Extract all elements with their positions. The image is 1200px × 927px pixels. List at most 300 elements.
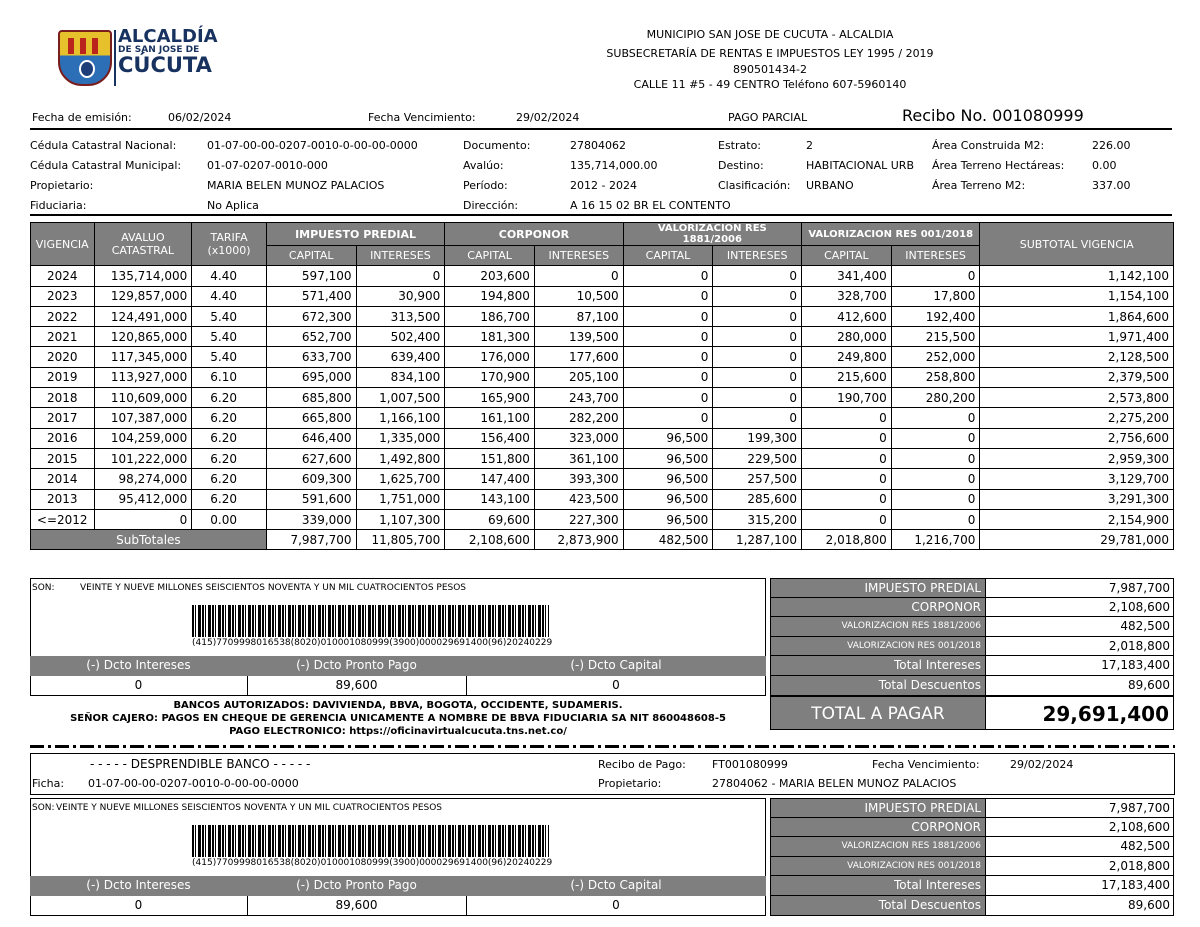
fecha-emision: 06/02/2024 (168, 111, 232, 124)
table-cell: 107,387,000 (94, 408, 192, 428)
logo-text (118, 28, 218, 76)
total-label: VALORIZACION RES 1881/2006 (770, 837, 986, 857)
total-value: 482,500 (986, 617, 1174, 637)
table-cell: 5.40 (192, 306, 267, 326)
header-rule (30, 128, 1172, 130)
destino: HABITACIONAL URB (806, 159, 914, 172)
barcode-2 (192, 825, 549, 857)
table-cell: 0 (891, 509, 980, 529)
table-cell: 633,700 (266, 347, 356, 367)
son-text-2: VEINTE Y NUEVE MILLONES SEISCIENTOS NOVENTA Y UN MIL CUATROCIENTOS PESOS (56, 803, 443, 813)
dcto-intereses-label-2: (-) Dcto Intereses (86, 878, 191, 892)
total-value: 7,987,700 (986, 578, 1174, 598)
vigencia-row (31, 408, 1174, 428)
prop-label: Propietario: (30, 179, 94, 192)
table-cell: 597,100 (266, 266, 356, 286)
vigencia-row (31, 367, 1174, 387)
dcto-pronto-pago-value-2: 89,600 (335, 898, 378, 912)
table-cell: 0 (891, 408, 980, 428)
total-value: 89,600 (986, 676, 1174, 696)
table-cell: 3,129,700 (980, 469, 1174, 489)
subtotal-cell: 2,108,600 (445, 530, 535, 550)
dir-label: Dirección: (463, 199, 519, 212)
info-values-col3 (806, 136, 914, 196)
table-cell: 227,300 (534, 509, 623, 529)
coat-of-arms-logo (58, 30, 112, 86)
table-cell: 0 (623, 306, 713, 326)
info-labels-col4 (932, 136, 1064, 196)
total-value: 482,500 (986, 837, 1174, 857)
table-cell: 139,500 (534, 327, 623, 347)
table-cell: 151,800 (445, 448, 535, 468)
dcto-capital-value: 0 (612, 678, 620, 692)
table-cell: 0 (713, 347, 802, 367)
table-cell: 0 (713, 408, 802, 428)
fecha-venc: 29/02/2024 (516, 111, 580, 124)
col-vigencia: VIGENCIA (31, 223, 95, 266)
desprendible-title: - - - - - DESPRENDIBLE BANCO - - - - - (90, 757, 311, 771)
col-intereses: INTERESES (534, 246, 623, 266)
total-row (770, 598, 1174, 618)
table-cell: 199,300 (713, 428, 802, 448)
subtotal-cell: 7,987,700 (266, 530, 356, 550)
ced-nac: 01-07-00-00-0207-0010-0-00-00-0000 (207, 139, 418, 152)
total-value: 2,108,600 (986, 598, 1174, 618)
fid-label: Fiduciaria: (30, 199, 87, 212)
table-cell: 0 (713, 367, 802, 387)
table-cell: 834,100 (356, 367, 445, 387)
table-cell: 147,400 (445, 469, 535, 489)
table-cell: 2,959,300 (980, 448, 1174, 468)
table-cell: 165,900 (445, 388, 535, 408)
table-cell: 0 (713, 266, 802, 286)
table-cell: 0 (356, 266, 445, 286)
col-impuesto-predial: IMPUESTO PREDIAL (266, 223, 444, 246)
table-cell: 215,600 (802, 367, 892, 387)
vigencia-row (31, 469, 1174, 489)
subtotal-cell: 2,873,900 (534, 530, 623, 550)
receipt-label: Recibo No. (902, 106, 988, 125)
table-cell: 6.20 (192, 388, 267, 408)
table-cell: 361,100 (534, 448, 623, 468)
table-cell: 252,000 (891, 347, 980, 367)
table-cell: 96,500 (623, 489, 713, 509)
total-row (770, 798, 1174, 818)
total-row (770, 578, 1174, 598)
ficha-label: Ficha: (32, 777, 65, 790)
table-cell: 280,200 (891, 388, 980, 408)
table-cell: 315,200 (713, 509, 802, 529)
total-row (770, 617, 1174, 637)
table-cell: 110,609,000 (94, 388, 192, 408)
table-cell: 1,751,000 (356, 489, 445, 509)
table-cell: 96,500 (623, 428, 713, 448)
table-cell: 104,259,000 (94, 428, 192, 448)
table-cell: 192,400 (891, 306, 980, 326)
dcto-intereses-value: 0 (134, 678, 143, 692)
vigencia-row (31, 266, 1174, 286)
info-values-col2 (570, 136, 731, 216)
barcode-text-2: (415)7709998016538(8020)010001080999(3900)000029691400(96)20240229 (192, 858, 553, 868)
total-value: 2,018,800 (986, 857, 1174, 877)
total-row (770, 656, 1174, 676)
clas-label: Clasificación: (718, 179, 791, 192)
payment-type: PAGO PARCIAL (728, 111, 808, 124)
total-label: IMPUESTO PREDIAL (770, 798, 986, 818)
dcto-capital-label: (-) Dcto Capital (570, 658, 662, 672)
bank-notice-line1: BANCOS AUTORIZADOS: DAVIVIENDA, BBVA, BOGOTA, OCCIDENTE, SUDAMERIS. (173, 700, 623, 711)
table-cell: 502,400 (356, 327, 445, 347)
table-cell: 190,700 (802, 388, 892, 408)
table-cell: 10,500 (534, 286, 623, 306)
propietario: MARIA BELEN MUNOZ PALACIOS (207, 179, 385, 192)
table-cell: 652,700 (266, 327, 356, 347)
son-text: VEINTE Y NUEVE MILLONES SEISCIENTOS NOVENTA Y UN MIL CUATROCIENTOS PESOS (80, 583, 467, 593)
ficha-value: 01-07-00-00-0207-0010-0-00-00-0000 (88, 777, 299, 790)
subtotal-label: SubTotales (31, 530, 267, 550)
col-avaluo: AVALUO CATASTRAL (94, 223, 192, 266)
table-cell: 2,573,800 (980, 388, 1174, 408)
table-cell: 124,491,000 (94, 306, 192, 326)
table-cell: 2,154,900 (980, 509, 1174, 529)
subtotal-cell: 1,287,100 (713, 530, 802, 550)
total-value: 7,987,700 (986, 798, 1174, 818)
total-pagar-value: 29,691,400 (986, 696, 1174, 730)
table-cell: 2024 (31, 266, 95, 286)
table-cell: 2,379,500 (980, 367, 1174, 387)
subtotal-cell: 482,500 (623, 530, 713, 550)
table-cell: 0 (891, 469, 980, 489)
table-cell: 282,200 (534, 408, 623, 428)
total-pagar-row (770, 696, 1174, 730)
total-value: 17,183,400 (986, 876, 1174, 896)
table-cell: 627,600 (266, 448, 356, 468)
fecha-venc-value-2: 29/02/2024 (1010, 758, 1074, 771)
total-label: Total Descuentos (770, 676, 986, 696)
col-corponor: CORPONOR (445, 223, 623, 246)
total-label: Total Intereses (770, 876, 986, 896)
table-cell: 0 (534, 266, 623, 286)
table-cell: 2015 (31, 448, 95, 468)
table-cell: 313,500 (356, 306, 445, 326)
table-cell: 6.20 (192, 408, 267, 428)
propietario-label: Propietario: (598, 777, 662, 790)
total-label: Total Descuentos (770, 896, 986, 916)
table-cell: 2,756,600 (980, 428, 1174, 448)
total-label: Total Intereses (770, 656, 986, 676)
vigencia-row (31, 306, 1174, 326)
total-value: 2,018,800 (986, 637, 1174, 657)
table-cell: 0 (623, 286, 713, 306)
dcto-pronto-pago-label: (-) Dcto Pronto Pago (296, 658, 417, 672)
clasificacion: URBANO (806, 179, 854, 192)
table-cell: 1,492,800 (356, 448, 445, 468)
table-cell: 249,800 (802, 347, 892, 367)
total-label: VALORIZACION RES 001/2018 (770, 857, 986, 877)
total-row (770, 676, 1174, 696)
aval-label: Avalúo: (463, 159, 504, 172)
table-cell: 2023 (31, 286, 95, 306)
logo-divider (114, 30, 116, 86)
table-cell: 1,864,600 (980, 306, 1174, 326)
table-cell: 161,100 (445, 408, 535, 428)
area-terreno: 337.00 (1092, 179, 1131, 192)
table-cell: 1,971,400 (980, 327, 1174, 347)
receipt-number (902, 106, 1084, 125)
subtotal-cell: 11,805,700 (356, 530, 445, 550)
table-cell: 339,000 (266, 509, 356, 529)
table-cell: 0 (891, 489, 980, 509)
table-cell: 229,500 (713, 448, 802, 468)
table-cell: 0 (802, 469, 892, 489)
info-labels-col1 (30, 136, 181, 216)
dcto-capital-value-2: 0 (612, 898, 620, 912)
barcode-text: (415)7709998016538(8020)010001080999(3900)000029691400(96)20240229 (192, 638, 553, 648)
barcode (192, 605, 549, 637)
table-cell: 2014 (31, 469, 95, 489)
table-cell: 186,700 (445, 306, 535, 326)
table-cell: 17,800 (891, 286, 980, 306)
table-cell: 96,500 (623, 509, 713, 529)
table-cell: 0 (891, 428, 980, 448)
area-hectareas: 0.00 (1092, 159, 1117, 172)
total-value: 17,183,400 (986, 656, 1174, 676)
col-intereses: INTERESES (713, 246, 802, 266)
table-cell: 1,107,300 (356, 509, 445, 529)
table-cell: 609,300 (266, 469, 356, 489)
total-row (770, 896, 1174, 916)
estr-label: Estrato: (718, 139, 762, 152)
vigencia-row (31, 448, 1174, 468)
table-cell: 0.00 (192, 509, 267, 529)
table-cell: 0 (623, 327, 713, 347)
totals-panel-2 (770, 798, 1174, 916)
table-cell: 0 (623, 266, 713, 286)
table-cell: 98,274,000 (94, 469, 192, 489)
table-cell: 6.20 (192, 428, 267, 448)
table-cell: 0 (623, 408, 713, 428)
table-cell: 257,500 (713, 469, 802, 489)
dcto-intereses-value-2: 0 (134, 898, 143, 912)
dcto-pronto-pago-value: 89,600 (335, 678, 378, 692)
direccion: A 16 15 02 BR EL CONTENTO (570, 199, 731, 212)
table-cell: 194,800 (445, 286, 535, 306)
table-cell: 156,400 (445, 428, 535, 448)
table-cell: 0 (713, 286, 802, 306)
table-cell: 2016 (31, 428, 95, 448)
total-label: CORPONOR (770, 818, 986, 838)
vigencias-table (30, 222, 1174, 550)
table-cell: 96,500 (623, 448, 713, 468)
avaluo: 135,714,000.00 (570, 159, 658, 172)
table-cell: 0 (891, 448, 980, 468)
col-tarifa: TARIFA (x1000) (192, 223, 267, 266)
table-cell: 646,400 (266, 428, 356, 448)
table-cell: 1,625,700 (356, 469, 445, 489)
info-values-col4 (1092, 136, 1131, 196)
table-cell: 328,700 (802, 286, 892, 306)
table-cell: 258,800 (891, 367, 980, 387)
table-cell: 117,345,000 (94, 347, 192, 367)
subtotal-cell: 2,018,800 (802, 530, 892, 550)
recibo-pago-value: FT001080999 (712, 758, 788, 771)
recibo-pago-label: Recibo de Pago: (598, 758, 686, 771)
table-cell: 205,100 (534, 367, 623, 387)
total-row (770, 857, 1174, 877)
table-cell: 135,714,000 (94, 266, 192, 286)
atm-label: Área Terreno M2: (932, 179, 1026, 192)
info-labels-col3 (718, 136, 791, 196)
total-row (770, 637, 1174, 657)
table-cell: 101,222,000 (94, 448, 192, 468)
table-cell: 1,154,100 (980, 286, 1174, 306)
table-cell: 243,700 (534, 388, 623, 408)
col-capital: CAPITAL (266, 246, 356, 266)
table-cell: 215,500 (891, 327, 980, 347)
info-rule (30, 214, 1172, 216)
table-cell: 1,142,100 (980, 266, 1174, 286)
issuer-nit: 890501434-2 (733, 63, 807, 76)
table-cell: 0 (623, 347, 713, 367)
table-cell: 1,335,000 (356, 428, 445, 448)
table-cell: 0 (802, 448, 892, 468)
table-cell: 2,275,200 (980, 408, 1174, 428)
table-cell: 591,600 (266, 489, 356, 509)
table-cell: 4.40 (192, 266, 267, 286)
table-cell: 0 (891, 266, 980, 286)
periodo: 2012 - 2024 (570, 179, 637, 192)
son-label-2: SON: (32, 803, 55, 813)
total-value: 2,108,600 (986, 818, 1174, 838)
fecha-venc-label-2: Fecha Vencimiento: (872, 758, 980, 771)
table-cell: 2018 (31, 388, 95, 408)
subtotal-cell: 1,216,700 (891, 530, 980, 550)
table-cell: 1,166,100 (356, 408, 445, 428)
total-row (770, 876, 1174, 896)
table-cell: 87,100 (534, 306, 623, 326)
cut-line (30, 745, 1175, 748)
table-cell: 685,800 (266, 388, 356, 408)
col-intereses: INTERESES (356, 246, 445, 266)
table-cell: 143,100 (445, 489, 535, 509)
table-cell: 113,927,000 (94, 367, 192, 387)
col-valorizacion-1881: VALORIZACION RES 1881/2006 (623, 223, 801, 246)
table-cell: 176,000 (445, 347, 535, 367)
acm-label: Área Construida M2: (932, 139, 1045, 152)
table-cell: 0 (802, 509, 892, 529)
table-cell: <=2012 (31, 509, 95, 529)
issuer-line1: MUNICIPIO SAN JOSE DE CUCUTA - ALCALDIA (646, 28, 894, 41)
table-cell: 4.40 (192, 286, 267, 306)
totals-panel (770, 578, 1174, 696)
table-cell: 341,400 (802, 266, 892, 286)
per-label: Período: (463, 179, 508, 192)
total-value: 89,600 (986, 896, 1174, 916)
table-cell: 6.10 (192, 367, 267, 387)
table-cell: 95,412,000 (94, 489, 192, 509)
table-cell: 0 (713, 306, 802, 326)
total-row (770, 818, 1174, 838)
subtotal-cell: 29,781,000 (980, 530, 1174, 550)
table-cell: 0 (713, 327, 802, 347)
table-cell: 129,857,000 (94, 286, 192, 306)
info-values-col1 (207, 136, 418, 216)
issuer-address: CALLE 11 #5 - 49 CENTRO Teléfono 607-5960140 (633, 78, 907, 91)
table-cell: 5.40 (192, 347, 267, 367)
table-cell: 3,291,300 (980, 489, 1174, 509)
table-cell: 6.20 (192, 469, 267, 489)
ath-label: Área Terreno Hectáreas: (932, 159, 1065, 172)
table-cell: 665,800 (266, 408, 356, 428)
table-cell: 0 (802, 408, 892, 428)
estrato: 2 (806, 139, 813, 152)
table-cell: 177,600 (534, 347, 623, 367)
table-cell: 6.20 (192, 448, 267, 468)
col-subtotal: SUBTOTAL VIGENCIA (980, 223, 1174, 266)
table-cell: 120,865,000 (94, 327, 192, 347)
table-cell: 30,900 (356, 286, 445, 306)
table-cell: 571,400 (266, 286, 356, 306)
table-cell: 323,000 (534, 428, 623, 448)
total-pagar-label: TOTAL A PAGAR (770, 696, 986, 730)
vigencia-row (31, 286, 1174, 306)
issuer-line2: SUBSECRETARÍA DE RENTAS E IMPUESTOS LEY 1995 / 2019 (606, 46, 934, 60)
table-cell: 423,500 (534, 489, 623, 509)
total-row (770, 837, 1174, 857)
fiduciaria: No Aplica (207, 199, 259, 212)
table-cell: 280,000 (802, 327, 892, 347)
issuer-header (530, 26, 1010, 95)
dcto-intereses-label: (-) Dcto Intereses (86, 658, 191, 672)
vigencia-row (31, 428, 1174, 448)
bank-notice-line2: SEÑOR CAJERO: PAGOS EN CHEQUE DE GERENCIA UNICAMENTE A NOMBRE DE BBVA FIDUCIARIA SA NIT 860048608-5 (70, 713, 726, 724)
ced-nac-label: Cédula Catastral Nacional: (30, 139, 177, 152)
vigencia-row (31, 327, 1174, 347)
table-cell: 203,600 (445, 266, 535, 286)
table-cell: 672,300 (266, 306, 356, 326)
col-intereses: INTERESES (891, 246, 980, 266)
son-label: SON: (32, 583, 55, 593)
table-cell: 0 (713, 388, 802, 408)
table-cell: 6.20 (192, 489, 267, 509)
vigencias-body (31, 266, 1174, 530)
table-cell: 412,600 (802, 306, 892, 326)
table-cell: 1,007,500 (356, 388, 445, 408)
total-label: CORPONOR (770, 598, 986, 618)
dest-label: Destino: (718, 159, 764, 172)
receipt-value: 001080999 (992, 106, 1084, 125)
table-cell: 2020 (31, 347, 95, 367)
propietario-value: 27804062 - MARIA BELEN MUNOZ PALACIOS (712, 777, 957, 790)
table-cell: 2013 (31, 489, 95, 509)
table-cell: 639,400 (356, 347, 445, 367)
table-cell: 285,600 (713, 489, 802, 509)
info-labels-col2 (463, 136, 530, 216)
total-label: VALORIZACION RES 001/2018 (770, 637, 986, 657)
dcto-pronto-pago-label-2: (-) Dcto Pronto Pago (296, 878, 417, 892)
table-cell: 0 (623, 388, 713, 408)
bank-notice (30, 699, 766, 738)
logo-line2: DE SAN JOSE DE (118, 45, 200, 55)
table-cell: 5.40 (192, 327, 267, 347)
vigencia-row (31, 347, 1174, 367)
table-cell: 2022 (31, 306, 95, 326)
table-cell: 69,600 (445, 509, 535, 529)
total-label: VALORIZACION RES 1881/2006 (770, 617, 986, 637)
logo-line1: ALCALDÍA (118, 26, 218, 47)
area-construida: 226.00 (1092, 139, 1131, 152)
dcto-capital-label-2: (-) Dcto Capital (570, 878, 662, 892)
